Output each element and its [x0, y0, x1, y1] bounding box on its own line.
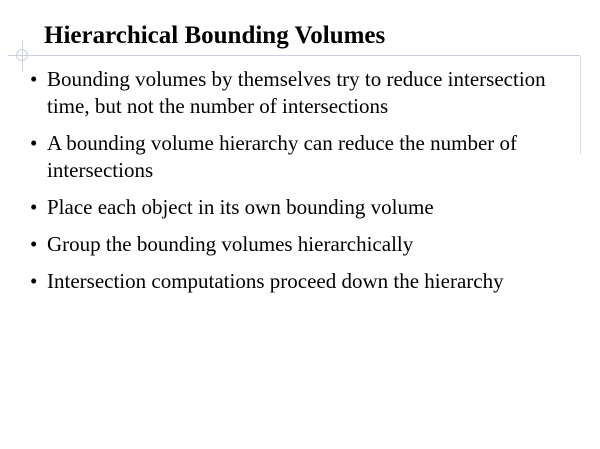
- bullet-text: Group the bounding volumes hierarchically: [47, 232, 414, 256]
- bullet-item: [30, 268, 575, 295]
- slide-title: Hierarchical Bounding Volumes: [44, 22, 386, 49]
- bullet-text: Intersection computations proceed down the hierarchy: [47, 269, 504, 293]
- title-underline-decoration: [8, 55, 580, 56]
- bullet-dot-icon: •: [30, 269, 38, 293]
- bullet-dot-icon: •: [30, 67, 38, 91]
- bullet-list: [30, 66, 575, 305]
- bullet-text: Bounding volumes by themselves try to reduce intersection time, but not the number of intersections: [47, 67, 546, 118]
- bullet-item: [30, 66, 575, 120]
- bullet-dot-icon: •: [30, 131, 38, 155]
- bullet-dot-icon: •: [30, 232, 38, 256]
- bullet-item: [30, 194, 575, 221]
- bullet-item: [30, 231, 575, 258]
- bullet-text: Place each object in its own bounding volume: [47, 195, 434, 219]
- right-edge-decoration: [580, 56, 581, 154]
- crosshair-circle-icon: [16, 49, 28, 61]
- bullet-text: A bounding volume hierarchy can reduce the number of intersections: [47, 131, 518, 182]
- bullet-dot-icon: •: [30, 195, 38, 219]
- bullet-item: [30, 130, 575, 184]
